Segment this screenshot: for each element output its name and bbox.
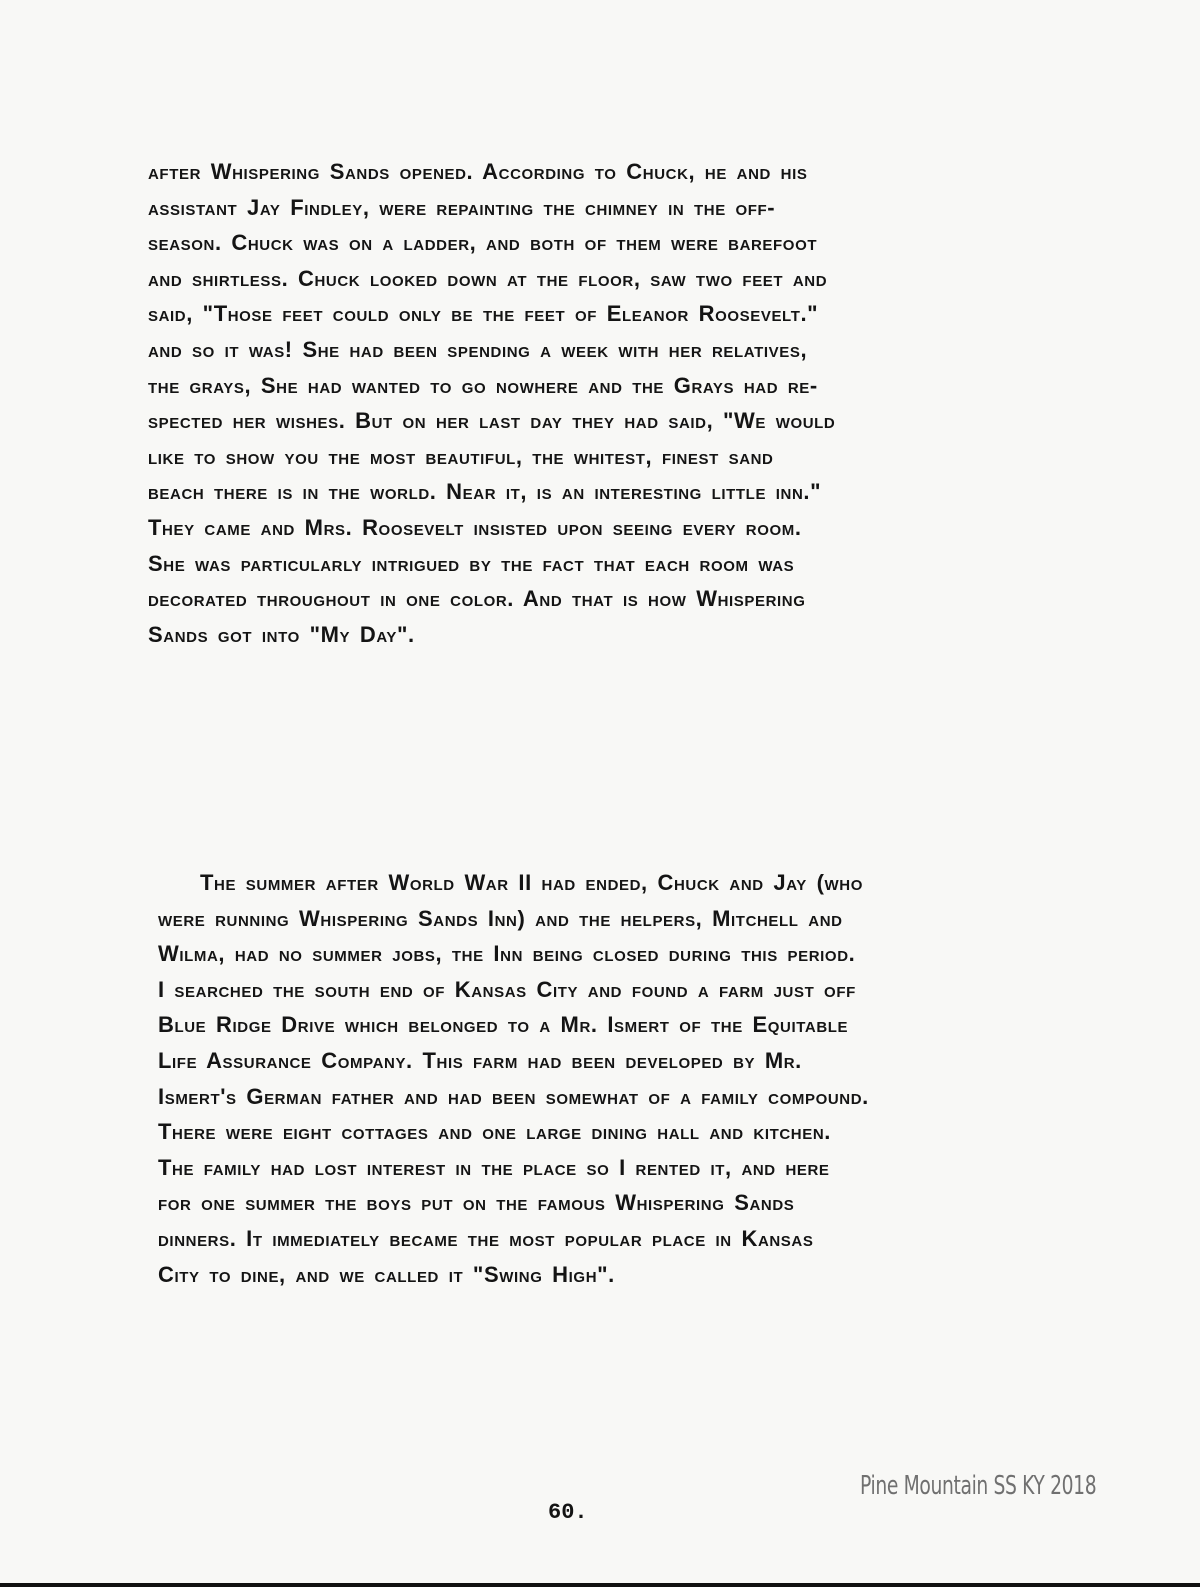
text-line: said, "Those feet could only be the feet of Eleanor Roosevelt." xyxy=(148,301,819,327)
text-line: She was particularly intrigued by the fact that each room was xyxy=(148,550,795,576)
text-line: I searched the south end of Kansas City and found a farm just off xyxy=(158,976,856,1002)
text-line: Wilma, had no summer jobs, the Inn being closed during this period. xyxy=(158,941,856,967)
text-line: after Whispering Sands opened. According to Chuck, he and his xyxy=(148,159,808,184)
text-line: They came and Mrs. Roosevelt insisted upon seeing every room. xyxy=(148,514,802,540)
text-line: City to dine, and we called it "Swing High". xyxy=(158,1261,615,1287)
scan-edge xyxy=(0,1583,1200,1587)
text-line: Life Assurance Company. This farm had been developed by Mr. xyxy=(158,1047,802,1073)
text-line: assistant Jay Findley, were repainting the chimney in the off- xyxy=(148,194,776,220)
paragraph-1 xyxy=(148,154,835,652)
text-line: The family had lost interest in the place so I rented it, and here xyxy=(158,1154,830,1180)
text-line: for one summer the boys put on the famous Whispering Sands xyxy=(158,1190,795,1216)
text-line: Ismert's German father and had been somewhat of a family compound. xyxy=(158,1083,869,1109)
text-line: and shirtless. Chuck looked down at the floor, saw two feet and xyxy=(148,265,828,291)
text-line: the grays, She had wanted to go nowhere and the Grays had re- xyxy=(148,372,818,398)
text-line: spected her wishes. But on her last day they had said, "We would xyxy=(148,408,836,434)
text-line: Sands got into "My Day". xyxy=(148,621,415,647)
text-line: Blue Ridge Drive which belonged to a Mr. Ismert of the Equitable xyxy=(158,1012,849,1038)
paragraph-2 xyxy=(158,865,869,1292)
text-line: season. Chuck was on a ladder, and both of them were barefoot xyxy=(148,230,818,256)
text-line: There were eight cottages and one large dining hall and kitchen. xyxy=(158,1119,831,1145)
text-line: decorated throughout in one color. And that is how Whispering xyxy=(148,586,806,612)
text-line: beach there is in the world. Near it, is an interesting little inn." xyxy=(148,479,822,505)
page-number: 60. xyxy=(548,1500,588,1525)
text-line: dinners. It immediately became the most popular place in Kansas xyxy=(158,1225,814,1251)
watermark: Pine Mountain SS KY 2018 xyxy=(860,1471,1097,1501)
text-line: were running Whispering Sands Inn) and the helpers, Mitchell and xyxy=(158,905,843,931)
text-line: and so it was! She had been spending a week with her relatives, xyxy=(148,336,808,362)
text-line: like to show you the most beautiful, the whitest, finest sand xyxy=(148,443,774,469)
text-line: The summer after World War II had ended, Chuck and Jay (who xyxy=(200,870,863,895)
